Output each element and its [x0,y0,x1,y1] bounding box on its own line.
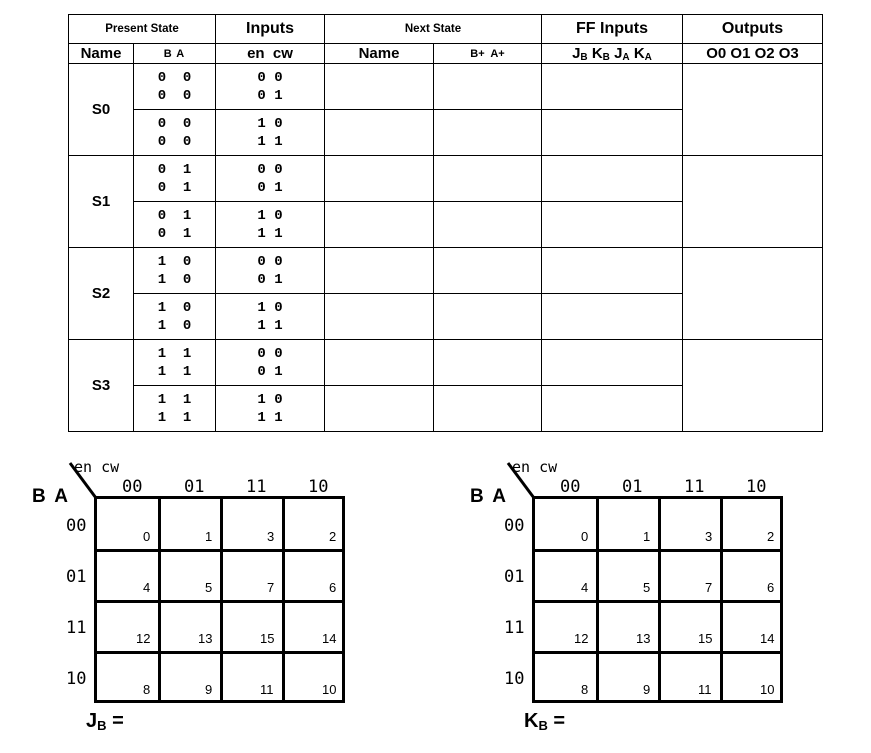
next-name-cell[interactable] [325,340,434,386]
kmap-row-label: 01 [504,567,525,587]
kmap-minterm: 9 [205,682,213,697]
kmap-row-vars: B A [32,486,71,507]
kmap-minterm: 15 [260,631,275,646]
ba-value: 0 0 [157,87,192,104]
kmap-minterm: 14 [322,631,337,646]
ff-inputs-cell[interactable] [542,294,683,340]
input-value: 0 0 [257,69,283,86]
ba-value: 1 0 [157,253,192,270]
input-value: 1 0 [257,207,283,224]
outputs-cell[interactable] [683,248,823,340]
outputs-cell[interactable] [683,64,823,156]
kmap-minterm: 2 [767,529,775,544]
kmap-row-label: 01 [66,567,87,587]
kmap-minterm: 12 [136,631,151,646]
inputs-cell [216,64,325,110]
ff-inputs-cell[interactable] [542,110,683,156]
ba-cell [134,202,216,248]
input-value: 0 0 [257,345,283,362]
ba-value: 1 1 [157,345,192,362]
next-name-cell[interactable] [325,294,434,340]
ff-inputs-cell[interactable] [542,386,683,432]
ba-value: 0 0 [157,115,192,132]
table-row [69,156,823,202]
ff-col-ja: $J_A$ [614,44,630,63]
input-value: 0 1 [257,271,283,288]
state-name-cell: S1 [69,156,134,248]
ff-inputs-cell[interactable] [542,202,683,248]
input-value: 1 0 [257,115,283,132]
table-row [69,340,823,386]
inputs-cell [216,340,325,386]
input-value: 1 1 [257,133,283,150]
ff-col-kb: $K_B$ [591,44,610,63]
ba-value: 0 0 [157,69,192,86]
kmap-minterm: 10 [322,682,337,697]
ba-value: 0 1 [157,179,192,196]
kmap-col-vars: en cw [512,458,558,476]
ba-cell [134,64,216,110]
inputs-cell [216,202,325,248]
kmap-col-label: 01 [184,477,205,497]
inputs-cell [216,248,325,294]
equation-var: J [86,710,98,732]
kmap-minterm: 13 [198,631,213,646]
ba-value: 0 1 [157,207,192,224]
next-name-col-header: Name [325,44,434,64]
ff-inputs-cell[interactable] [542,248,683,294]
input-value: 1 1 [257,317,283,334]
next-name-cell[interactable] [325,248,434,294]
state-table [68,14,823,432]
equation-equals: = [547,710,566,732]
ba-cell [134,110,216,156]
kmap-row-label: 00 [66,516,87,536]
next-ba-cell[interactable] [434,156,542,202]
next-ba-cell[interactable] [434,202,542,248]
kmap-row-label: 10 [504,669,525,689]
en-cw-col-header: en cw [216,44,325,64]
ff-col-jb: $J_B$ [572,44,588,63]
input-value: 0 0 [257,161,283,178]
kmap-minterm: 4 [581,580,589,595]
outputs-header: Outputs [683,15,823,44]
equation-subscript: B [538,718,548,733]
bplus-aplus-col-header: B+ A+ [434,44,542,64]
next-ba-cell[interactable] [434,294,542,340]
ba-value: 0 0 [157,133,192,150]
ba-col-header: B A [134,44,216,64]
ff-inputs-cell[interactable] [542,156,683,202]
next-ba-cell[interactable] [434,110,542,156]
name-col-header: Name [69,44,134,64]
kmap-minterm: 12 [574,631,589,646]
kmap-minterm: 1 [205,529,213,544]
next-ba-cell[interactable] [434,248,542,294]
input-value: 0 1 [257,87,283,104]
kmap-minterm: 2 [329,529,337,544]
state-name-cell: S0 [69,64,134,156]
input-value: 1 1 [257,409,283,426]
ff-inputs-cell[interactable] [542,340,683,386]
kmap-col-label: 10 [746,477,767,497]
ba-value: 1 1 [157,391,192,408]
kmap-col-label: 10 [308,477,329,497]
state-name-cell: S2 [69,248,134,340]
next-ba-cell[interactable] [434,64,542,110]
ba-cell [134,340,216,386]
ba-value: 0 1 [157,161,192,178]
kmap-minterm: 6 [329,580,337,595]
ff-cols-header [542,44,683,64]
kmap-row-label: 00 [504,516,525,536]
state-table-body [69,64,823,432]
kmap-equation-label [86,710,124,733]
inputs-cell [216,294,325,340]
kmap-equation-label [524,710,565,733]
ba-cell [134,386,216,432]
kmap-minterm: 15 [698,631,713,646]
equation-equals: = [106,710,124,732]
kmap-col-label: 11 [246,477,267,497]
kmap-minterm: 13 [636,631,651,646]
ba-cell [134,248,216,294]
inputs-cell [216,386,325,432]
input-value: 0 1 [257,179,283,196]
ba-value: 1 0 [157,271,192,288]
kmap-minterm: 3 [705,529,713,544]
kmap-minterm: 7 [267,580,275,595]
kmap-col-label: 00 [122,477,143,497]
equation-subscript: B [97,718,107,733]
next-name-cell[interactable] [325,64,434,110]
next-name-cell[interactable] [325,110,434,156]
kmap-minterm: 6 [767,580,775,595]
kmap-col-label: 11 [684,477,705,497]
next-state-header: Next State [325,15,542,44]
kmap-row-vars: B A [470,486,509,507]
present-state-header: Present State [69,15,216,44]
kmap-col-label: 00 [560,477,581,497]
kmap-minterm: 1 [643,529,651,544]
ff-inputs-cell[interactable] [542,64,683,110]
next-name-cell[interactable] [325,202,434,248]
outputs-cell[interactable] [683,340,823,432]
output-cols-header: O0 O1 O2 O3 [683,44,823,64]
kmap-minterm: 11 [698,682,712,697]
kmap-minterm: 14 [760,631,775,646]
ba-value: 1 1 [157,363,192,380]
ba-cell [134,294,216,340]
kmap-minterm: 3 [267,529,275,544]
kmap-row-label: 10 [66,669,87,689]
inputs-cell [216,110,325,156]
table-row [69,64,823,110]
kmap-row-label: 11 [66,618,87,638]
input-value: 0 1 [257,363,283,380]
outputs-cell[interactable] [683,156,823,248]
kmap-kb [468,458,788,748]
kmap-minterm: 10 [760,682,775,697]
input-value: 1 0 [257,391,283,408]
kmap-row-label: 11 [504,618,525,638]
next-ba-cell[interactable] [434,340,542,386]
kmap-minterm: 8 [143,682,151,697]
input-value: 0 0 [257,253,283,270]
kmap-jb [30,458,350,748]
kmap-minterm: 11 [260,682,274,697]
inputs-header: Inputs [216,15,325,44]
ba-cell [134,156,216,202]
kmap-col-label: 01 [622,477,643,497]
equation-var: K [524,710,539,732]
kmap-minterm: 5 [643,580,651,595]
input-value: 1 0 [257,299,283,316]
kmap-minterm: 5 [205,580,213,595]
state-name-cell: S3 [69,340,134,432]
kmap-minterm: 9 [643,682,651,697]
next-name-cell[interactable] [325,156,434,202]
next-name-cell[interactable] [325,386,434,432]
ba-value: 0 1 [157,225,192,242]
kmap-minterm: 4 [143,580,151,595]
ba-value: 1 0 [157,299,192,316]
kmap-minterm: 0 [581,529,589,544]
kmap-minterm: 8 [581,682,589,697]
table-row [69,248,823,294]
ba-value: 1 1 [157,409,192,426]
ff-inputs-header: FF Inputs [542,15,683,44]
kmap-minterm: 7 [705,580,713,595]
ff-col-ka: $K_A$ [633,44,652,63]
ba-value: 1 0 [157,317,192,334]
kmap-minterm: 0 [143,529,151,544]
kmap-col-vars: en cw [74,458,120,476]
inputs-cell [216,156,325,202]
input-value: 1 1 [257,225,283,242]
next-ba-cell[interactable] [434,386,542,432]
